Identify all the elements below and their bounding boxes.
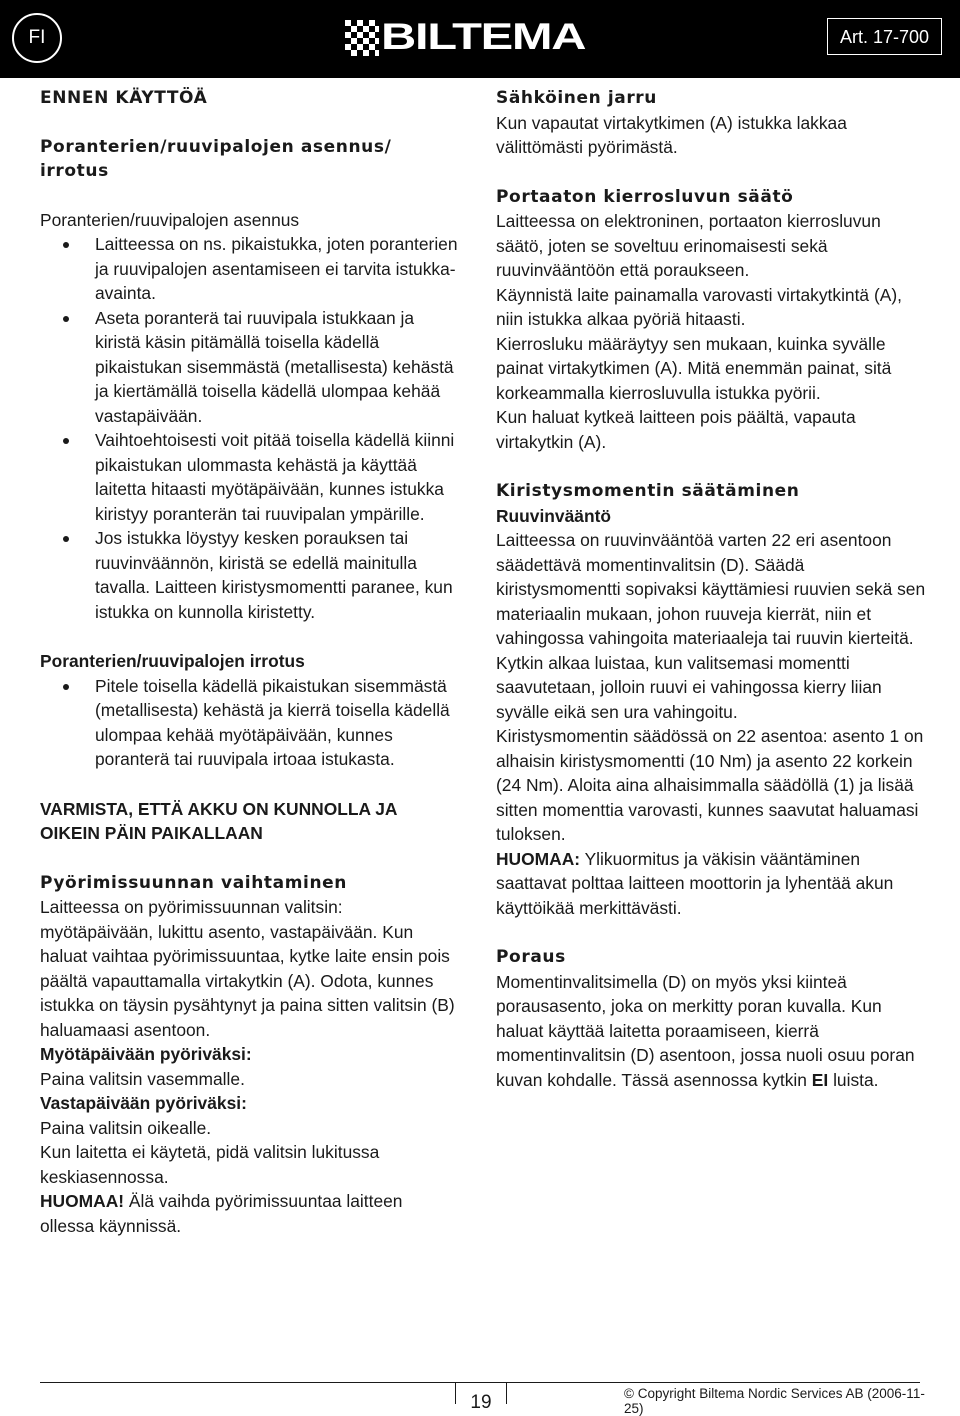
brand-name: BILTEMA — [381, 16, 586, 57]
note-label: HUOMAA: — [496, 848, 581, 869]
copyright: © Copyright Biltema Nordic Services AB (2006-11-25) — [624, 1386, 925, 1416]
footer-divider — [40, 1382, 920, 1383]
heading-clockwise: Myötäpäivään pyöriväksi: — [40, 1044, 252, 1064]
direction-note — [40, 1189, 460, 1238]
speed-text: Kierrosluku määräytyy sen mukaan, kuinka syvälle painat virtakytkimen (A). Mitä enemmän painat, sitä korkeammalla kierrosluvulla istukka pyörii. — [496, 333, 892, 403]
right-column — [496, 86, 926, 1092]
mount-bullet-list — [40, 232, 460, 624]
drilling-text — [496, 970, 926, 1093]
heading-before-use: ENNEN KÄYTTÖÄ — [40, 88, 208, 108]
brake-text: Kun vapautat virtakytkimen (A) istukka lakkaa välittömästi pyörimästä. — [496, 112, 847, 157]
list-item: Pitele toisella kädellä pikaistukan sisemmästä (metallisesta) kehästä ja kierrä toisella kädellä ulompaa kehää myötäpäivään, kunnes poranterä tai ruuvipala irtoaa istukasta. — [40, 674, 460, 772]
lock-text: Kun laitetta ei käytetä, pidä valitsin lukitussa keskiasennossa. — [40, 1142, 380, 1187]
left-column — [40, 86, 460, 1238]
list-item: Laitteessa on ns. pikaistukka, joten poranterien ja ruuvipalojen asentamiseen ei tarvita istukka-avainta. — [40, 232, 460, 306]
heading-mount: Poranterien/ruuvipalojen asennus — [40, 209, 300, 230]
checker-flag-icon — [345, 20, 379, 56]
torque-text: Kiristysmomentin säädössä on 22 asentoa: asento 1 on alhaisin kiristysmomentti (10 Nm) ja asento 22 korkein (24 Nm). Aloita aina alhaisimmalla säädöllä (1) ja lisää sitten momenttia varovasti, kunnes saavutat haluamasi tuloksen. — [496, 726, 924, 844]
speed-text: Laitteessa on elektroninen, portaaton kierrosluvun säätö, joten se soveltuu erinomaisesti sekä ruuvinvääntöön että poraukseen. — [496, 211, 881, 280]
drilling-text-emphasis: EI — [811, 1069, 829, 1090]
heading-remove: Poranterien/ruuvipalojen irrotus — [40, 651, 305, 671]
heading-battery-warning: VARMISTA, ETTÄ AKKU ON KUNNOLLA JA OIKEIN PÄIN PAIKALLAAN — [40, 798, 397, 843]
language-badge: FI — [12, 13, 62, 63]
note-text: Älä vaihda pyörimissuuntaa laitteen ollessa käynnissä. — [40, 1191, 403, 1236]
drilling-text-end: luista. — [828, 1069, 879, 1090]
speed-text: Käynnistä laite painamalla varovasti virtakytkintä (A), niin istukka alkaa pyöriä hitaasti. — [496, 284, 902, 329]
heading-torque: Kiristysmomentin säätäminen — [496, 481, 800, 501]
note-label: HUOMAA! — [40, 1191, 125, 1211]
heading-mount-remove: Poranterien/ruuvipalojen asennus/ irrotus — [40, 136, 392, 181]
list-item: Aseta poranterä tai ruuvipala istukkaan ja kiristä käsin pitämällä toisella kädellä pikaistukan sisemmästä (metallisesta) kehästä ja kiertämällä toisella kädellä ulompaa kehää vastapäivään. — [40, 306, 460, 429]
speed-text: Kun haluat kytkeä laitteen pois päältä, vapauta virtakytkin (A). — [496, 407, 856, 452]
heading-direction: Pyörimissuunnan vaihtaminen — [40, 872, 347, 893]
clockwise-text: Paina valitsin vasemmalle. — [40, 1068, 245, 1089]
header-bar — [0, 0, 960, 78]
list-item: Vaihtoehtoisesti voit pitää toisella kädellä kiinni pikaistukan ulommasta kehästä ja käyttää laitetta hitaasti myötäpäivään, kunnes istukka kiristyy poranterän tai ruuvipalan ympärille. — [40, 428, 460, 526]
heading-drilling: Poraus — [496, 947, 566, 967]
biltema-logo — [345, 16, 620, 57]
torque-text: Laitteessa on ruuvinvääntöä varten 22 eri asentoon säädettävä momentinvalitsin (D). Säädä kiristysmomentti sopivaksi käyttämiesi ruuvien sekä sen materiaalin mukaan, johon ruuveja kierrät, niin et vahingossa vahingoita materiaaleja tai ruuvin kierteitä. Kytkin alkaa luistaa, kun valitsemasi momentti saavutetaan, jolloin ruuvi ei vahingossa kierry liian syvälle eikä sen ura vahingoitu. — [496, 530, 926, 722]
heading-brake: Sähköinen jarru — [496, 88, 657, 108]
counterclockwise-text: Paina valitsin oikealle. — [40, 1117, 212, 1138]
torque-note — [496, 847, 926, 921]
heading-speed: Portaaton kierrosluvun säätö — [496, 186, 794, 207]
page-number: 19 — [470, 1392, 492, 1413]
drilling-text-main: Momentinvalitsimella (D) on myös yksi kiinteä porausasento, joka on merkitty poran kuvalla. Kun haluat käyttää laitetta poraamiseen, kierrä momentinvalitsin (D) asentoon, jossa nuoli osuu poran kuvan kohdalle. Tässä asennossa kytkin — [496, 971, 915, 1090]
remove-bullet-list — [40, 674, 460, 772]
article-number: Art. 17-700 — [827, 18, 942, 55]
note-text: Ylikuormitus ja väkisin vääntäminen saattavat polttaa laitteen moottorin ja lyhentää akun käyttöikää merkittävästi. — [496, 848, 894, 918]
direction-text: Laitteessa on pyörimissuunnan valitsin: myötäpäivään, lukittu asento, vastapäivään. Kun haluat vaihtaa pyörimissuuntaa, kytke laite ensin pois päältä vapauttamalla virtakytkin (A). Odota, kunnes istukka on täysin pysähtynyt ja paina sitten valitsin (B) haluamaasi asentoon. — [40, 897, 455, 1040]
heading-screwing: Ruuvinvääntö — [496, 505, 611, 526]
heading-counterclockwise: Vastapäivään pyöriväksi: — [40, 1093, 247, 1113]
list-item: Jos istukka löystyy kesken porauksen tai ruuvinväännön, kiristä se edellä mainitulla tavalla. Laitteen kiristysmomentti paranee, kun istukka on kunnolla kiristetty. — [40, 526, 460, 624]
